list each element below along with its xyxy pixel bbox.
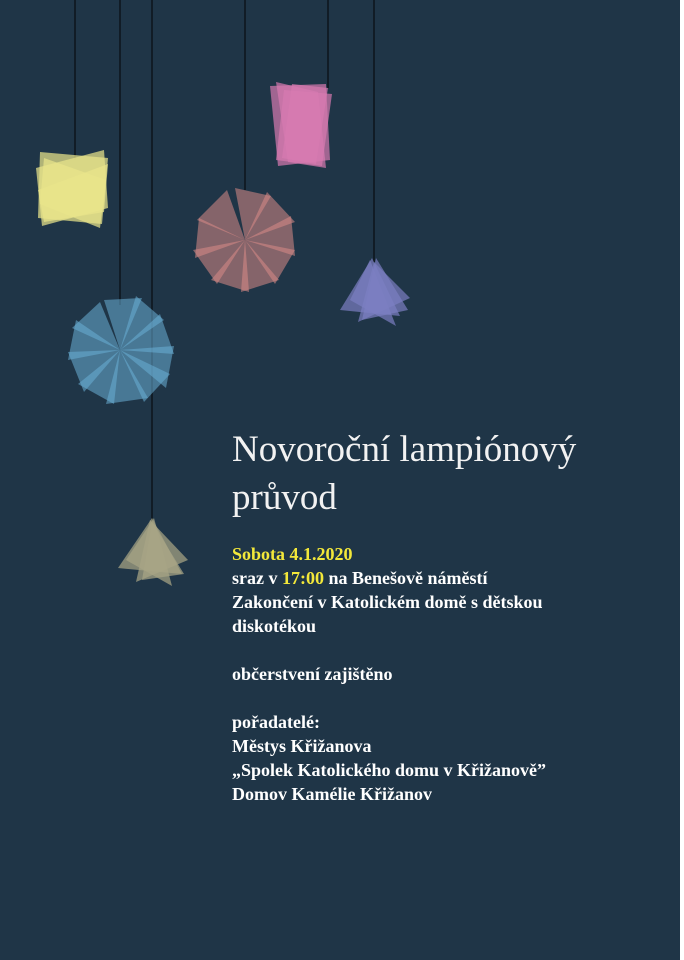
yellow-lantern-icon [36, 150, 108, 228]
meeting-prefix: sraz v [232, 568, 282, 588]
event-title-line-2: průvod [232, 477, 337, 518]
refreshments-note: občerstvení zajištěno [232, 664, 393, 684]
event-title-line-1: Novoroční lampiónový [232, 429, 577, 470]
page-margin [680, 0, 684, 960]
event-title [232, 426, 662, 522]
olive-lantern-icon [118, 518, 188, 586]
organizer-item: „Spolek Katolického domu v Křižanově” [232, 760, 547, 780]
ending-line-2: diskotékou [232, 616, 317, 636]
blue-lantern-icon [68, 296, 174, 404]
ending-line-1: Zakončení v Katolickém domě s dětskou [232, 592, 543, 612]
pink-lantern-icon [270, 82, 332, 168]
organizer-item: Domov Kamélie Křižanov [232, 784, 432, 804]
spacer [232, 686, 662, 710]
organizer-item: Městys Křižanova [232, 736, 372, 756]
meeting-point [232, 566, 662, 590]
purple-lantern-icon [340, 258, 410, 326]
meeting-time: 17:00 [281, 568, 324, 588]
spacer [232, 638, 662, 662]
organizers-label: pořadatelé: [232, 712, 320, 732]
event-date: Sobota 4.1.2020 [232, 544, 353, 564]
salmon-lantern-icon [193, 188, 295, 292]
event-details [232, 542, 662, 806]
meeting-place: na Benešově náměstí [323, 568, 488, 588]
